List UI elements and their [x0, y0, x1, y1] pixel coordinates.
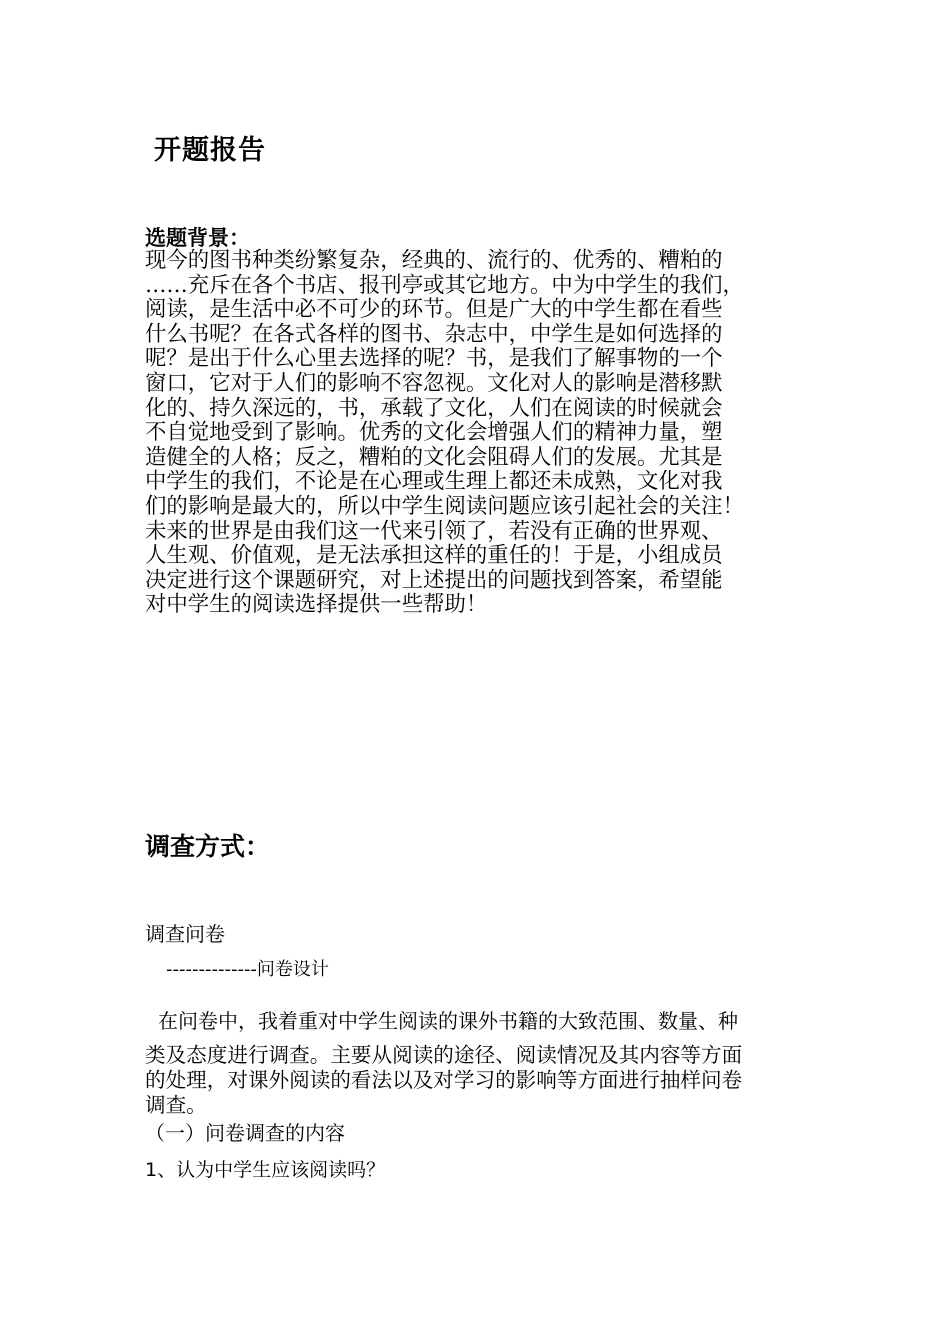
method-heading: 调查方式：	[145, 832, 271, 861]
method-intro-paragraph	[145, 1043, 835, 1118]
background-line: 阅读，是生活中必不可少的环节。但是广大的中学生都在看些	[145, 297, 723, 323]
background-paragraph	[145, 249, 835, 618]
background-line: 未来的世界是由我们这一代来引领了，若没有正确的世界观、	[145, 518, 723, 544]
background-line: 什么书呢？在各式各样的图书、杂志中，中学生是如何选择的	[145, 321, 723, 347]
background-line: 化的、持久深远的，书，承载了文化，人们在阅读的时候就会	[145, 395, 723, 421]
background-line: 中学生的我们，不论是在心理或生理上都还未成熟，文化对我	[145, 469, 723, 495]
question-1: 1、认为中学生应该阅读吗？	[145, 1159, 386, 1181]
background-line: 决定进行这个课题研究，对上述提出的问题找到答案，希望能	[145, 567, 723, 593]
method-intro-first-line: 在问卷中，我着重对中学生阅读的课外书籍的大致范围、数量、种	[158, 1009, 738, 1033]
background-line: 们的影响是最大的，所以中学生阅读问题应该引起社会的关注！	[145, 493, 744, 519]
background-line: ……充斥在各个书店、报刊亭或其它地方。中为中学生的我们，	[145, 272, 744, 298]
background-line: 现今的图书种类纷繁复杂，经典的、流行的、优秀的、糟粕的	[145, 248, 723, 273]
background-line: 不自觉地受到了影响。优秀的文化会增强人们的精神力量，塑	[145, 420, 723, 446]
method-intro-line: 类及态度进行调查。主要从阅读的途径、阅读情况及其内容等方面	[145, 1043, 743, 1067]
section-heading-one: （一）问卷调查的内容	[145, 1121, 345, 1145]
background-line: 造健全的人格；反之，糟粕的文化会阻碍人们的发展。尤其是	[145, 444, 723, 470]
background-label: 选题背景：	[145, 226, 250, 250]
background-line: 人生观、价值观，是无法承担这样的重任的！于是，小组成员	[145, 543, 723, 569]
questionnaire-design-label: --------------问卷设计	[166, 959, 329, 980]
document-title: 开题报告	[154, 135, 266, 166]
background-line: 对中学生的阅读选择提供一些帮助！	[145, 592, 488, 618]
method-intro-line: 的处理，对课外阅读的看法以及对学习的影响等方面进行抽样问卷	[145, 1068, 743, 1092]
method-intro-line: 调查。	[145, 1093, 207, 1117]
method-subheading: 调查问卷	[145, 922, 225, 946]
background-line: 呢？是出于什么心里去选择的呢？书，是我们了解事物的一个	[145, 346, 723, 372]
background-line: 窗口，它对于人们的影响不容忽视。文化对人的影响是潜移默	[145, 370, 723, 396]
